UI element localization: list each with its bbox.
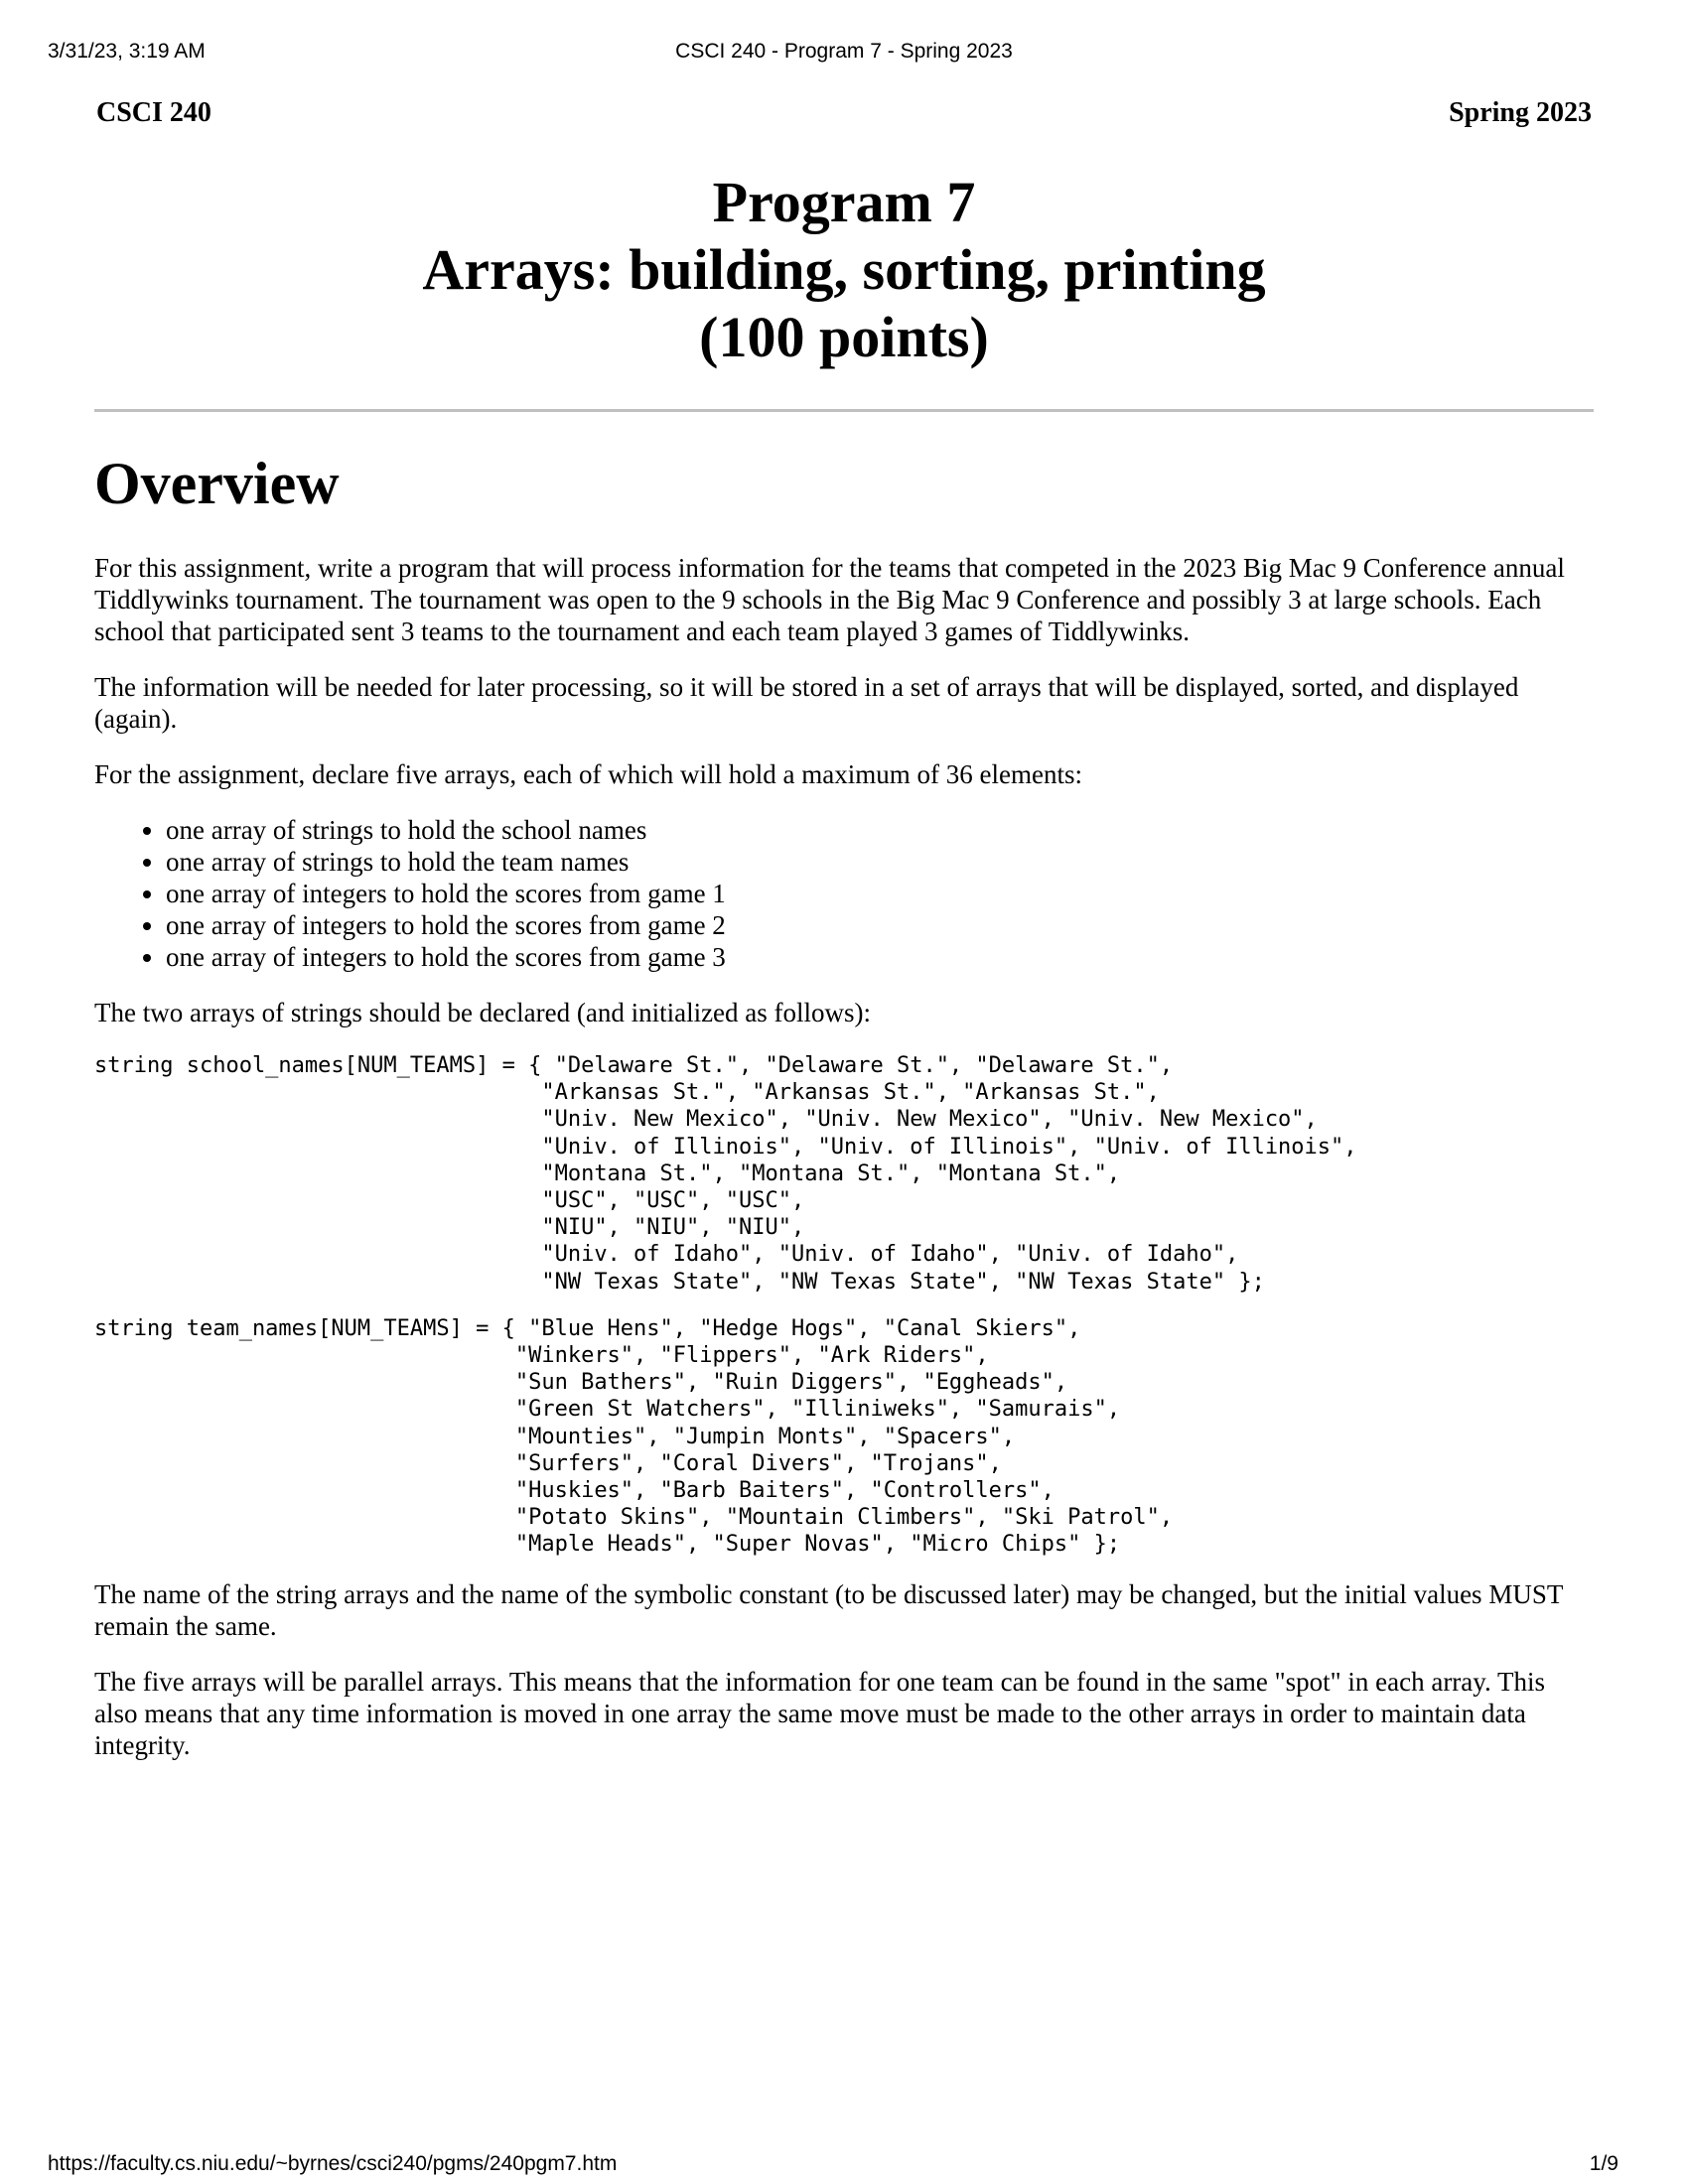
overview-paragraph-2: The information will be needed for later processing, so it will be stored in a set of arrays that will be displayed, sorted, and displayed (again). — [94, 672, 1519, 734]
page-title — [0, 169, 1688, 371]
title-line-1: Program 7 — [712, 170, 976, 234]
print-datetime: 3/31/23, 3:19 AM — [48, 40, 206, 63]
list-item: • one array of strings to hold the team names — [166, 846, 1594, 878]
print-header — [0, 40, 1688, 69]
overview-content — [94, 552, 1594, 1785]
overview-paragraph-4: The two arrays of strings should be declared (and initialized as follows): — [94, 998, 872, 1027]
course-name: CSCI 240 — [96, 97, 211, 128]
team-names-code: string team_names[NUM_TEAMS] = { "Blue Hens", "Hedge Hogs", "Canal Skiers", "Winkers", "Flippers", "Ark Riders", "Sun Bathers", "Ruin Diggers", "Eggheads", "Green St Watchers", "Illiniweks", "Samurais", "Mounties", "Jumpin Monts", "Spacers", "Surfers", "Coral Divers", "Trojans", "Huskies", "Barb Baiters", "Controllers", "Potato Skins", "Mountain Climbers", "Ski Patrol", "Maple Heads", "Super Novas", "Micro Chips" }; — [94, 1315, 1174, 1558]
list-item: • one array of integers to hold the scores from game 1 — [166, 878, 1594, 909]
overview-paragraph-5: The name of the string arrays and the name of the symbolic constant (to be discussed later) may be changed, but the initial values MUST remain the same. — [94, 1578, 1563, 1641]
title-line-3: (100 points) — [699, 305, 989, 369]
page-number: 1/9 — [1589, 2152, 1618, 2175]
overview-paragraph-6: The five arrays will be parallel arrays. This means that the information for one team can be found in the same "spot" in each array. This also means that any time information is moved in one array the same move must be made to the other arrays in order to maintain data integrity. — [94, 1666, 1546, 1760]
list-item: • one array of integers to hold the scores from game 2 — [166, 909, 1594, 941]
horizontal-rule — [94, 409, 1594, 412]
overview-paragraph-1: For this assignment, write a program that will process information for the teams that competed in the 2023 Big Mac 9 Conference annual Tiddlywinks tournament. The tournament was open to the 9 schools in the Big Mac 9 Conference and possibly 3 at large schools. Each school that participated sent 3 teams to the tournament and each team played 3 games of Tiddlywinks. — [94, 553, 1565, 646]
overview-paragraph-3: For the assignment, declare five arrays, each of which will hold a maximum of 36 elements: — [94, 759, 1082, 789]
course-term: Spring 2023 — [1449, 97, 1592, 128]
school-names-code: string school_names[NUM_TEAMS] = { "Delaware St.", "Delaware St.", "Delaware St.", "Arkansas St.", "Arkansas St.", "Arkansas St.", "Univ. New Mexico", "Univ. New Mexico", "Univ. New Mexico", "Univ. of Illinois", "Univ. of Illinois", "Univ. of Illinois", "Montana St.", "Montana St.", "Montana St.", "USC", "USC", "USC", "NIU", "NIU", "NIU", "Univ. of Idaho", "Univ. of Idaho", "Univ. of Idaho", "NW Texas State", "NW Texas State", "NW Texas State" }; — [94, 1053, 1357, 1295]
arrays-list — [94, 814, 1594, 973]
title-line-2: Arrays: building, sorting, printing — [422, 237, 1266, 302]
overview-heading: Overview — [94, 451, 340, 516]
page-url: https://faculty.cs.niu.edu/~byrnes/csci240/pgms/240pgm7.htm — [48, 2152, 618, 2175]
list-item: • one array of integers to hold the scores from game 3 — [166, 941, 1594, 973]
print-footer — [0, 2152, 1688, 2182]
course-row — [96, 97, 1592, 133]
print-page-title: CSCI 240 - Program 7 - Spring 2023 — [675, 40, 1013, 63]
list-item: • one array of strings to hold the school names — [166, 814, 1594, 846]
